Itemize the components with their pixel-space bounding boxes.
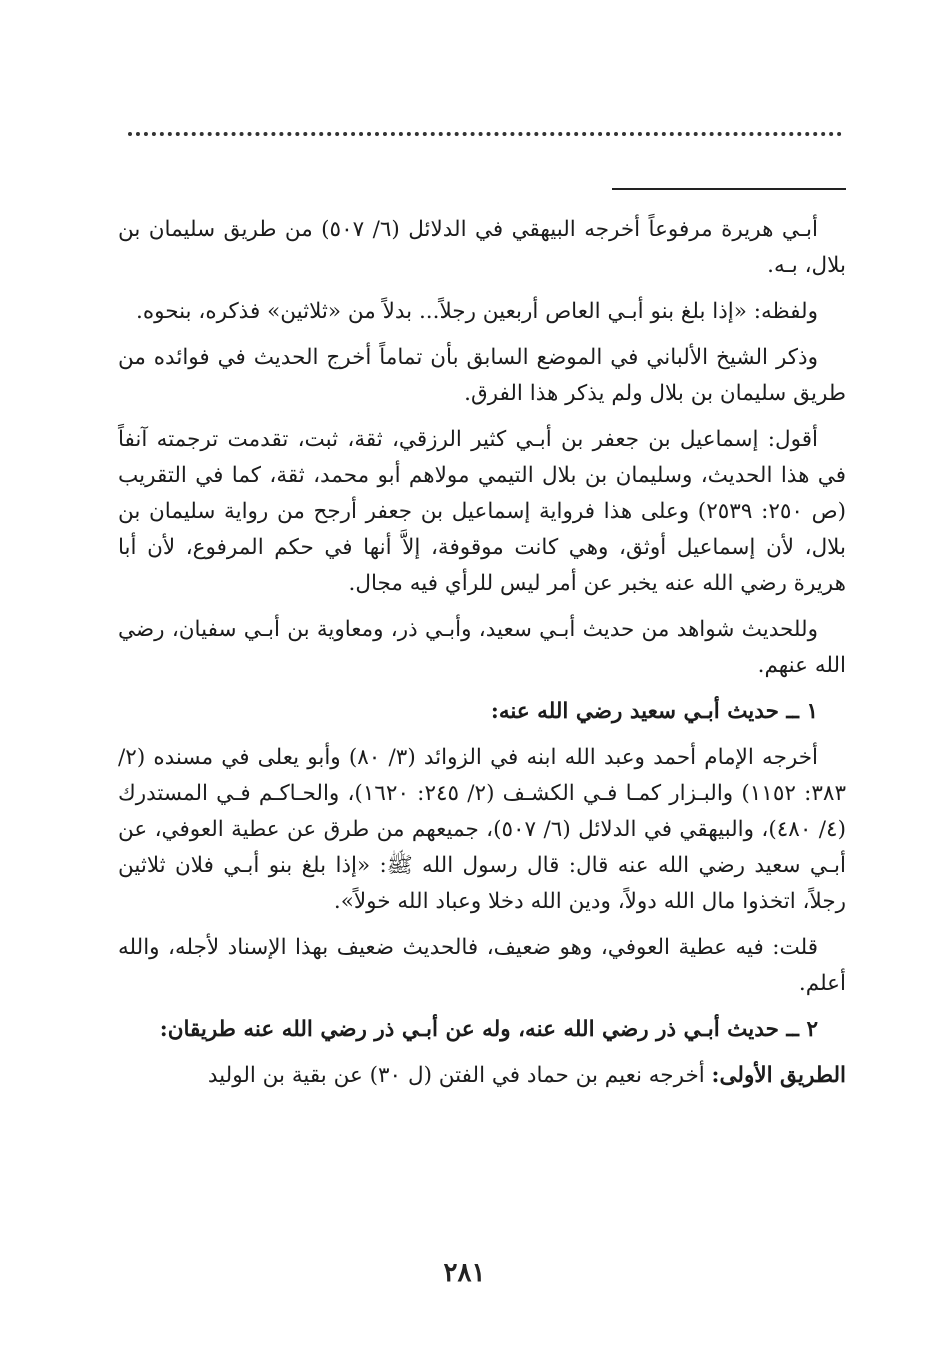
- paragraph-8-lead: الطريق الأولى:: [711, 1063, 846, 1088]
- paragraph-1: أبـي هريرة مرفوعاً أخرجه البيهقي في الدلائل (٦/ ٥٠٧) من طريق سليمان بن بلال، بـه.: [118, 217, 846, 278]
- paragraph-4: أقول: إسماعيل بن جعفر بن أبـي كثير الرزقي، ثقة، ثبت، تقدمت ترجمته آنفاً في هذا الحديث، وسليمان بن بلال التيمي مولاهم أبو محمد، ثقة، كما في التقريب (ص ٢٥٠: ٢٥٣٩) وعلى هذا فرواية إسماعيل بن جعفر أرجح من رواية سليمان بن بلال، لأن إسماعيل أوثق، وهي كانت موقوفة، إلاَّ أنها في حكم المرفوع، لأن أبا هريرة رضي الله عنه يخبر عن أمر ليس للرأي فيه مجال.: [118, 427, 847, 596]
- paragraph-6: أخرجه الإمام أحمد وعبد الله ابنه في الزوائد (٣/ ٨٠) وأبو يعلى في مسنده (٢/ ٣٨٣: ١١٥٢) والبـزار كمـا فـي الكشـف (٢/ ٢٤٥: ١٦٢٠)، والحـاكـم فـي المستدرك (٤/ ٤٨٠)، والبيهقي في الدلائل (٦/ ٥٠٧)، جميعهم من طرق عن عطية العوفي، عن أبـي سعيد رضي الله عنه قال: قال رسول الله ﷺ: «إذا بلغ بنو أبـي فلان ثلاثين رجلاً، اتخذوا مال الله دولاً، ودين الله دخلا وعباد الله خولاً».: [118, 745, 847, 914]
- page-number: ٢٨١: [443, 1258, 486, 1288]
- section-heading-1: ١ ــ حديث أبـي سعيد رضي الله عنه:: [490, 699, 818, 724]
- section-heading-2: ٢ ــ حديث أبـي ذر رضي الله عنه، وله عن أبـي ذر رضي الله عنه طريقان:: [159, 1017, 818, 1042]
- paragraph-8: [118, 1058, 846, 1094]
- dotted-separator: [128, 132, 842, 136]
- paragraph-5: وللحديث شواهد من حديث أبـي سعيد، وأبـي ذر، ومعاوية بن أبـي سفيان، رضي الله عنهم.: [118, 617, 846, 678]
- paragraph-2: ولفظه: «إذا بلغ بنو أبـي العاص أربعين رجلاً... بدلاً من «ثلاثين» فذكره، بنحوه.: [135, 299, 818, 324]
- paragraph-8-text: أخرجه نعيم بن حماد في الفتن (ل ٣٠) عن بقية بن الوليد: [207, 1063, 712, 1088]
- paragraph-7: قلت: فيه عطية العوفي، وهو ضعيف، فالحديث ضعيف بهذا الإسناد لأجله، والله أعلم.: [118, 935, 846, 996]
- page-body: [118, 212, 846, 1104]
- paragraph-3: وذكر الشيخ الألباني في الموضع السابق بأن تماماً أخرج الحديث في فوائده من طريق سليمان بن بلال ولم يذكر هذا الفرق.: [118, 345, 846, 406]
- footnote-rule: [612, 188, 846, 190]
